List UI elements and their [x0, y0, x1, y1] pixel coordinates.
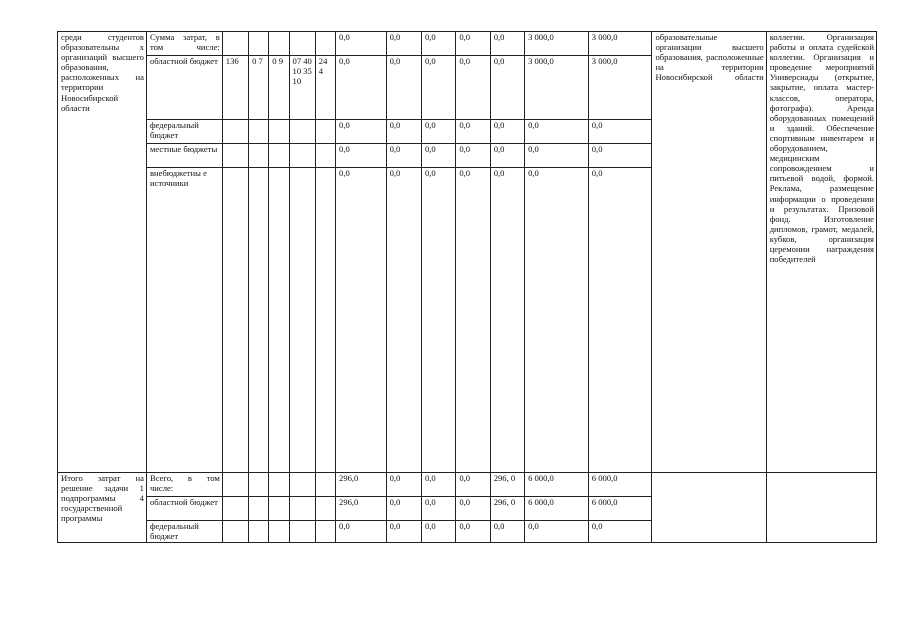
value-cell: 0,0	[386, 120, 421, 144]
value-cell: 0,0	[421, 497, 455, 521]
value-cell: 0,0	[588, 120, 652, 144]
value-cell: 0,0	[456, 497, 490, 521]
code-cell	[249, 120, 269, 144]
code-cell	[222, 120, 248, 144]
code-cell	[249, 144, 269, 168]
value-cell: 3 000,0	[525, 32, 589, 56]
value-cell: 0,0	[336, 120, 387, 144]
value-cell: 0,0	[421, 168, 455, 473]
row-label: Всего, в том числе:	[146, 473, 222, 497]
value-cell: 296, 0	[490, 473, 524, 497]
value-cell: 0,0	[490, 32, 524, 56]
value-cell: 0,0	[386, 521, 421, 543]
value-cell: 0,0	[525, 120, 589, 144]
result-cell: коллегии. Организация работы и оплата судейской коллегии. Организация и проведение мероприятий Универсиады (открытие, закрытие, оплата мастер-классов, оператора, фотографа). Аренда оборудованных помещений и зданий. Обеспечение спортивным инвентарем и оборудованием, медицинским сопровождением и питьевой водой, формой. Реклама, размещение информации о проведении и результатах. Призовой фонд. Изготовление дипломов, грамот, медалей, кубков, организация церемонии награждения победителей	[766, 32, 876, 473]
value-cell: 0,0	[336, 32, 387, 56]
value-cell: 0,0	[490, 521, 524, 543]
row-label: Сумма затрат, в том числе:	[146, 32, 222, 56]
code-cell	[269, 144, 289, 168]
value-cell: 0,0	[588, 144, 652, 168]
value-cell: 0,0	[456, 521, 490, 543]
value-cell: 6 000,0	[588, 497, 652, 521]
code-cell	[222, 144, 248, 168]
value-cell: 0,0	[386, 32, 421, 56]
row-label: областной бюджет	[146, 56, 222, 120]
code-cell	[289, 120, 315, 144]
code-cell	[289, 32, 315, 56]
event-name-cell: среди студентов образовательны х организаций высшего образования, расположенных на территории Новосибирской области	[58, 32, 147, 473]
code-cell: 24 4	[315, 56, 335, 120]
value-cell: 296,0	[336, 473, 387, 497]
value-cell: 0,0	[456, 144, 490, 168]
code-cell: 0 9	[269, 56, 289, 120]
value-cell: 3 000,0	[525, 56, 589, 120]
row-label: федеральный бюджет	[146, 521, 222, 543]
budget-table	[57, 31, 877, 543]
total-name-cell: Итого затрат на решение задачи 1 подпрограммы 4 государственной программы	[58, 473, 147, 543]
value-cell: 0,0	[421, 473, 455, 497]
value-cell: 3 000,0	[588, 32, 652, 56]
value-cell: 0,0	[456, 56, 490, 120]
value-cell: 0,0	[421, 521, 455, 543]
code-cell	[289, 168, 315, 473]
code-cell	[315, 144, 335, 168]
result-cell-empty	[766, 473, 876, 543]
value-cell: 0,0	[336, 168, 387, 473]
row-label: местные бюджеты	[146, 144, 222, 168]
code-cell	[315, 32, 335, 56]
value-cell: 6 000,0	[588, 473, 652, 497]
code-cell	[249, 32, 269, 56]
value-cell: 0,0	[456, 32, 490, 56]
executor-cell-empty	[652, 473, 766, 543]
code-cell	[289, 144, 315, 168]
code-cell	[315, 168, 335, 473]
value-cell: 0,0	[588, 168, 652, 473]
value-cell: 3 000,0	[588, 56, 652, 120]
value-cell: 0,0	[386, 497, 421, 521]
code-cell: 0 7	[249, 56, 269, 120]
value-cell: 0,0	[456, 120, 490, 144]
code-cell	[315, 120, 335, 144]
code-cell	[222, 32, 248, 56]
value-cell: 0,0	[386, 168, 421, 473]
value-cell: 0,0	[525, 521, 589, 543]
value-cell: 0,0	[456, 473, 490, 497]
value-cell: 0,0	[490, 56, 524, 120]
value-cell: 6 000,0	[525, 497, 589, 521]
row-label: федеральный бюджет	[146, 120, 222, 144]
code-cell	[222, 168, 248, 473]
row-label: внебюджетны е источники	[146, 168, 222, 473]
value-cell: 0,0	[386, 56, 421, 120]
value-cell: 0,0	[525, 168, 589, 473]
value-cell: 0,0	[386, 473, 421, 497]
table-row	[58, 473, 877, 497]
value-cell: 296, 0	[490, 497, 524, 521]
value-cell: 296,0	[336, 497, 387, 521]
value-cell: 0,0	[525, 144, 589, 168]
code-cell	[249, 168, 269, 473]
code-cell: 07 40 10 35 10	[289, 56, 315, 120]
code-cell	[269, 120, 289, 144]
value-cell: 0,0	[421, 56, 455, 120]
value-cell: 0,0	[336, 56, 387, 120]
code-cell	[269, 32, 289, 56]
value-cell: 0,0	[336, 144, 387, 168]
code-cell	[269, 168, 289, 473]
value-cell: 0,0	[490, 120, 524, 144]
value-cell: 0,0	[421, 120, 455, 144]
row-label: областной бюджет	[146, 497, 222, 521]
value-cell: 0,0	[421, 32, 455, 56]
value-cell: 0,0	[490, 168, 524, 473]
table-row	[58, 32, 877, 56]
value-cell: 6 000,0	[525, 473, 589, 497]
value-cell: 0,0	[490, 144, 524, 168]
executor-cell: образовательные организации высшего образования, расположенные на территории Новосибирской области	[652, 32, 766, 473]
value-cell: 0,0	[456, 168, 490, 473]
code-cell: 136	[222, 56, 248, 120]
value-cell: 0,0	[588, 521, 652, 543]
value-cell: 0,0	[386, 144, 421, 168]
value-cell: 0,0	[421, 144, 455, 168]
value-cell: 0,0	[336, 521, 387, 543]
